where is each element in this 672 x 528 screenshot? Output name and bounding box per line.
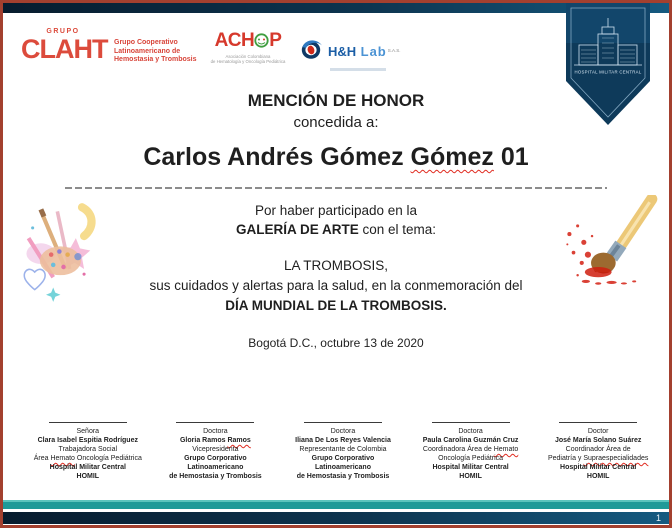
page-number: 1 (655, 513, 661, 523)
paint-palette-art (11, 197, 116, 305)
signature-text: HOMIL (459, 473, 482, 480)
gallery-rest: con el tema: (358, 222, 437, 237)
achop-name (202, 31, 294, 53)
certificate-subtitle: concedida a: (293, 114, 379, 131)
signature-block (27, 422, 149, 481)
bottom-teal-bar (3, 500, 669, 509)
signature-text: Pediatría y Supraespecialidades (547, 455, 649, 462)
signature-text: Paula Carolina Guzmán Cruz (422, 437, 519, 444)
claht-logo (21, 28, 196, 65)
claht-wordmark (21, 28, 108, 65)
signature-line (559, 422, 637, 423)
signature-line (432, 422, 510, 423)
date-line: Bogotá D.C., octubre 13 de 2020 (248, 336, 424, 350)
hhlab-suffix: S.A.S. (387, 47, 401, 53)
hhlab-globe-icon (300, 37, 324, 66)
hhlab-name-bold: H&H (328, 43, 357, 59)
signature-text: Representante de Colombia (299, 446, 387, 453)
signature-text: Grupo Corporativo (184, 455, 247, 462)
signature-text: Hospital Militar Central (560, 464, 637, 471)
claht-grupo-label: GRUPO (46, 28, 80, 35)
signature-text: Coordinadora Área de Hemato (422, 446, 519, 453)
theme-line-1: LA TROMBOSIS, (283, 258, 389, 273)
achop-name-post: P (269, 30, 282, 51)
signature-text: Doctora (330, 428, 356, 435)
theme-line-2: sus cuidados y alertas para la salud, en la conmemoración del (149, 278, 523, 293)
bottom-navy-bar (3, 512, 669, 524)
recipient-name (3, 143, 669, 172)
claht-desc-line: Latinoamericano de (114, 47, 181, 55)
achop-name-pre: ACH (214, 30, 255, 51)
signature-text: Hospital Militar Central (49, 464, 126, 471)
signature-line (49, 422, 127, 423)
signature-line (304, 422, 382, 423)
theme-line-3: DÍA MUNDIAL DE LA TROMBOSIS. (225, 298, 447, 313)
signature-block (155, 422, 277, 481)
achop-faces-icon (254, 33, 269, 53)
claht-description (114, 28, 196, 65)
signature-text: Latinoamericano (187, 464, 244, 471)
achop-desc-line: de Hematología y Oncología Pediátrica (210, 59, 286, 65)
signature-line (176, 422, 254, 423)
claht-desc-line: Hemostasia y Trombosis (114, 56, 197, 63)
signature-text: Latinoamericano (314, 464, 371, 471)
signature-block (410, 422, 532, 481)
claht-desc-line: Grupo Cooperativo (114, 39, 178, 46)
signature-text: Doctora (203, 428, 228, 435)
signature-block (282, 422, 404, 481)
signature-text: de Hemostasia y Trombosis (169, 473, 262, 480)
claht-name: CLAHT (21, 34, 108, 64)
signature-text: Coordinador Área de (565, 446, 631, 453)
hhlab-name (328, 43, 401, 61)
signature-text: Grupo Corporativo (311, 455, 375, 462)
achop-desc-line: Asociación Colombiana (225, 54, 271, 59)
hhlab-name-light: Lab (360, 43, 387, 59)
achop-logo (202, 31, 294, 64)
signature-text: de Hemostasia y Trombosis (296, 473, 390, 480)
signature-text: Hospital Militar Central (432, 464, 509, 471)
signatures-row (3, 422, 669, 481)
signature-block (537, 422, 659, 481)
signature-text: Doctor (587, 428, 609, 435)
signature-text: Vicepresidenta (192, 446, 239, 453)
signature-text: Iliana De Los Reyes Valencia (295, 437, 391, 444)
signature-text: Gloria Ramos Ramos (179, 437, 251, 444)
gallery-bold: GALERÍA DE ARTE (235, 222, 359, 237)
achop-description (202, 54, 294, 64)
recipient-name-suffix: 01 (493, 143, 529, 171)
signature-text: Trabajadora Social (58, 446, 118, 453)
signature-text: Oncología Pediátrica (438, 455, 504, 462)
signature-text: HOMIL (76, 473, 100, 480)
signature-text: Clara Isabel Espitia Rodríguez (37, 437, 138, 444)
hospital-badge-label: HOSPITAL MILITAR CENTRAL (574, 69, 642, 75)
signature-text: HOMIL (586, 473, 610, 480)
recipient-name-pre: Carlos Andrés Gómez (143, 143, 411, 171)
signature-text: Doctora (458, 428, 483, 435)
paintbrush-art (556, 195, 661, 303)
recipient-name-spellcheck: Gómez (410, 143, 494, 171)
hhlab-logo (300, 37, 401, 71)
certificate-title: MENCIÓN DE HONOR (247, 91, 425, 110)
signature-text: José María Solano Suárez (554, 437, 642, 444)
participation-line: Por haber participado en la (254, 203, 418, 218)
name-underline-dashes (65, 187, 607, 189)
signature-text: Área Hemato Oncología Pediátrica (33, 455, 142, 462)
hhlab-tagline-blur (330, 68, 386, 71)
signature-text: Señora (76, 428, 100, 435)
